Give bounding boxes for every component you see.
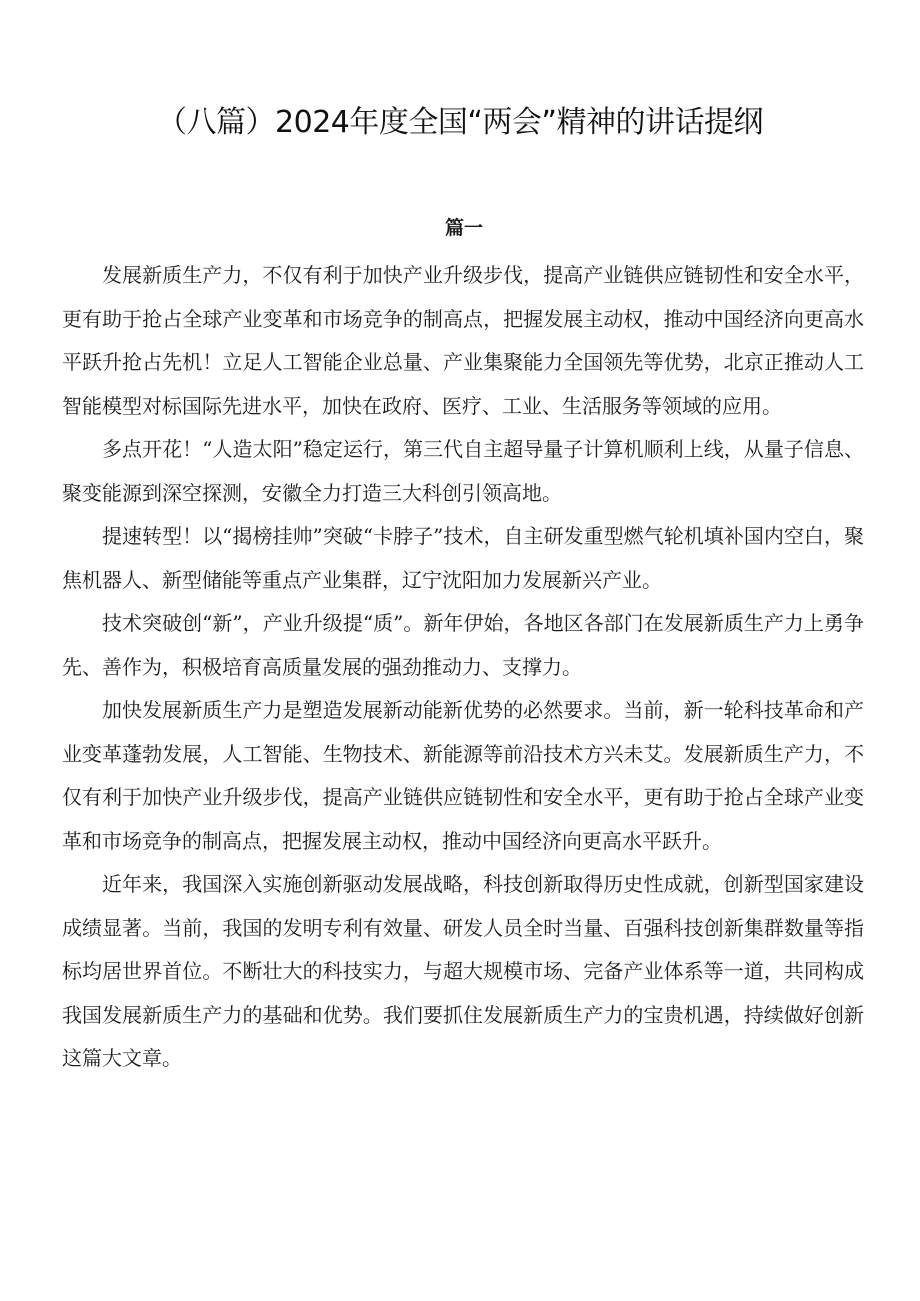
document-title: （八篇）2024年度全国“两会”精神的讲话提纲 <box>157 105 763 140</box>
section-heading: 篇一 <box>444 217 483 239</box>
paragraph: 发展新质生产力，不仅有利于加快产业升级步伐，提高产业链供应链韧性和安全水平，更有助于抢占全球产业变革和市场竞争的制高点，把握发展主动权，推动中国经济向更高水平跃升抢占先机！立足人工智能企业总量、产业集聚能力全国领先等优势，北京正推动人工智能模型对标国际先进水平，加快在政府、医疗、工业、生活服务等领域的应用。 <box>62 263 864 418</box>
paragraph: 加快发展新质生产力是塑造发展新动能新优势的必然要求。当前，新一轮科技革命和产业变革蓬勃发展，人工智能、生物技术、新能源等前沿技术方兴未艾。发展新质生产力，不仅有利于加快产业升级步伐，提高产业链供应链韧性和安全水平，更有助于抢占全球产业变革和市场竞争的制高点，把握发展主动权，推动中国经济向更高水平跃升。 <box>62 698 864 853</box>
paragraph: 多点开花！“人造太阳”稳定运行，第三代自主超导量子计算机顺利上线，从量子信息、聚变能源到深空探测，安徽全力打造三大科创引领高地。 <box>62 437 864 505</box>
paragraph: 提速转型！以“揭榜挂帅”突破“卡脖子”技术，自主研发重型燃气轮机填补国内空白，聚焦机器人、新型储能等重点产业集群，辽宁沈阳加力发展新兴产业。 <box>62 524 864 592</box>
paragraph: 技术突破创“新”，产业升级提“质”。新年伊始，各地区各部门在发展新质生产力上勇争先、善作为，积极培育高质量发展的强劲推动力、支撑力。 <box>62 611 864 679</box>
document-body <box>62 254 864 1081</box>
paragraph: 近年来，我国深入实施创新驱动发展战略，科技创新取得历史性成就，创新型国家建设成绩显著。当前，我国的发明专利有效量、研发人员全时当量、百强科技创新集群数量等指标均居世界首位。不断壮大的科技实力，与超大规模市场、完备产业体系等一道，共同构成我国发展新质生产力的基础和优势。我们要抓住发展新质生产力的宝贵机遇，持续做好创新这篇大文章。 <box>62 872 864 1070</box>
